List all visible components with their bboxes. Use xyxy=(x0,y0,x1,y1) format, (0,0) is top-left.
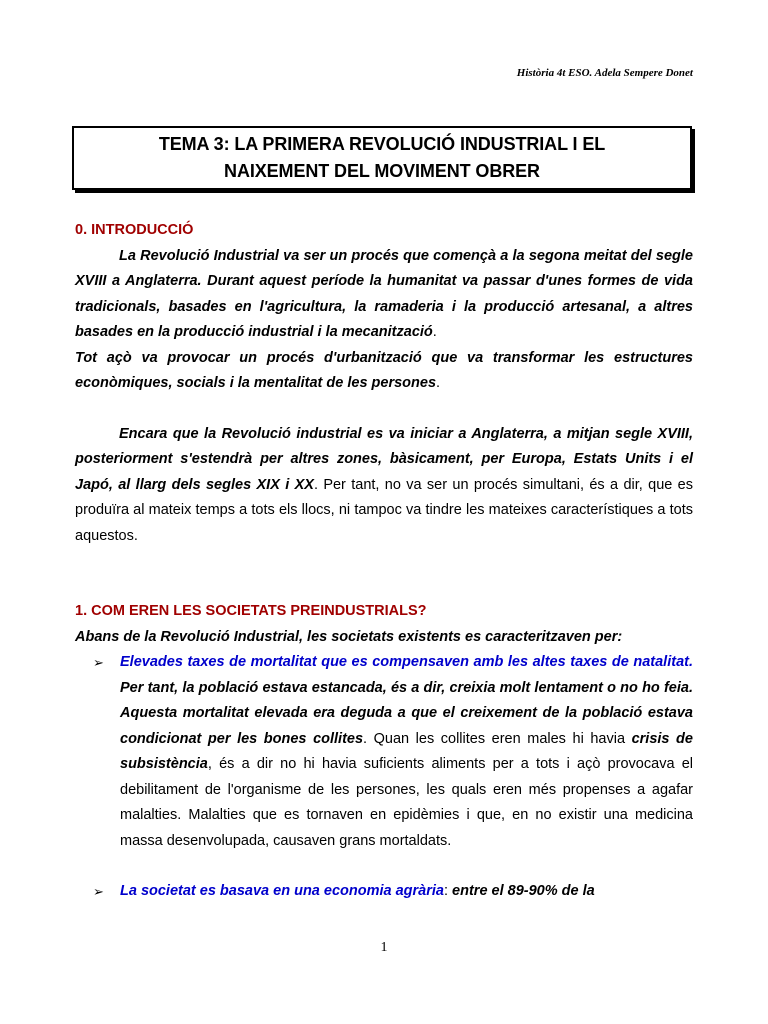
header-note: Història 4t ESO. Adela Sempere Donet xyxy=(516,67,693,79)
intro-p3-rest: . Per tant, no va ser un procés simultani, és a dir, que es produïra al mateix temps a tots els llocs, ni tampoc va tindre les mateixes característiques a tots aquestos. xyxy=(75,476,693,544)
page-number: 1 xyxy=(380,940,388,955)
arrow-bullet-icon: ➢ xyxy=(93,884,104,899)
document-body xyxy=(75,218,693,905)
list-spacer xyxy=(120,854,693,879)
intro-paragraph-3 xyxy=(75,422,693,550)
title-line-1: TEMA 3: LA PRIMERA REVOLUCIÓ INDUSTRIAL I EL xyxy=(158,134,606,154)
bullet-2-separator: : xyxy=(443,883,453,899)
bullet-1-text-a: . Quan les collites eren males hi havia xyxy=(363,730,632,747)
bullet-1-term: crisis de subsistència xyxy=(120,730,693,772)
intro-heading: 0. INTRODUCCIÓ xyxy=(75,222,194,238)
list-item xyxy=(93,650,693,854)
intro-paragraph-2 xyxy=(75,346,693,397)
title-line-2: NAIXEMENT DEL MOVIMENT OBRER xyxy=(224,161,540,181)
section1-heading: 1. COM EREN LES SOCIETATS PREINDUSTRIALS? xyxy=(75,603,427,619)
intro-p1-end: . xyxy=(432,324,437,340)
intro-p1-text: La Revolució Industrial va ser un procés que començà a la segona meitat del segle XVIII a Anglaterra. Durant aquest període la humanitat va passar d'unes formes de vida tradicionals, basades en l'agricultura, la ramaderia i la producció artesanal, a altres basades en la producció industrial i la mecanització xyxy=(75,247,693,340)
intro-p3-bold: Encara que la Revolució industrial es va iniciar a Anglaterra, a mitjan segle XVIII, posteriorment s'estendrà per altres zones, bàsicament, per Europa, Estats Units i el Japó, al llarg dels segles XIX i XX xyxy=(75,425,693,493)
bullet-1-highlight: Elevades taxes de mortalitat que es compensaven amb les altes taxes de natalitat. xyxy=(120,654,693,670)
bullet-1-text-b: , és a dir no hi havia suficients aliments per a tots i açò provocava el debilitament de l'organisme de les persones, les quals eren més propenses a agafar malalties. Malalties que es tornaven en epidèmies i que, en no existir una medicina massa desenvolupada, causaven grans mortaldats. xyxy=(120,756,693,849)
intro-p2-end: . xyxy=(436,375,441,391)
bullet-2-highlight: La societat es basava en una economia agrària xyxy=(120,883,444,899)
arrow-bullet-icon: ➢ xyxy=(93,655,104,670)
bullet-2-bold: entre el 89-90% de la xyxy=(452,883,595,899)
section1-lead: Abans de la Revolució Industrial, les societats existents es caracteritzaven per: xyxy=(75,628,623,645)
intro-p2-text: Tot açò va provocar un procés d'urbanització que va transformar les estructures econòmiques, socials i la mentalitat de les persones xyxy=(75,349,693,391)
title-box xyxy=(72,126,692,190)
list-item xyxy=(93,879,693,905)
intro-paragraph-1 xyxy=(75,244,693,346)
bullet-1-bold: Per tant, la població estava estancada, és a dir, creixia molt lentament o no ho feia. Aquesta mortalitat elevada era deguda a que el creixement de la població estava condicionat per les bones collites xyxy=(120,679,693,747)
characteristics-list xyxy=(75,650,693,905)
